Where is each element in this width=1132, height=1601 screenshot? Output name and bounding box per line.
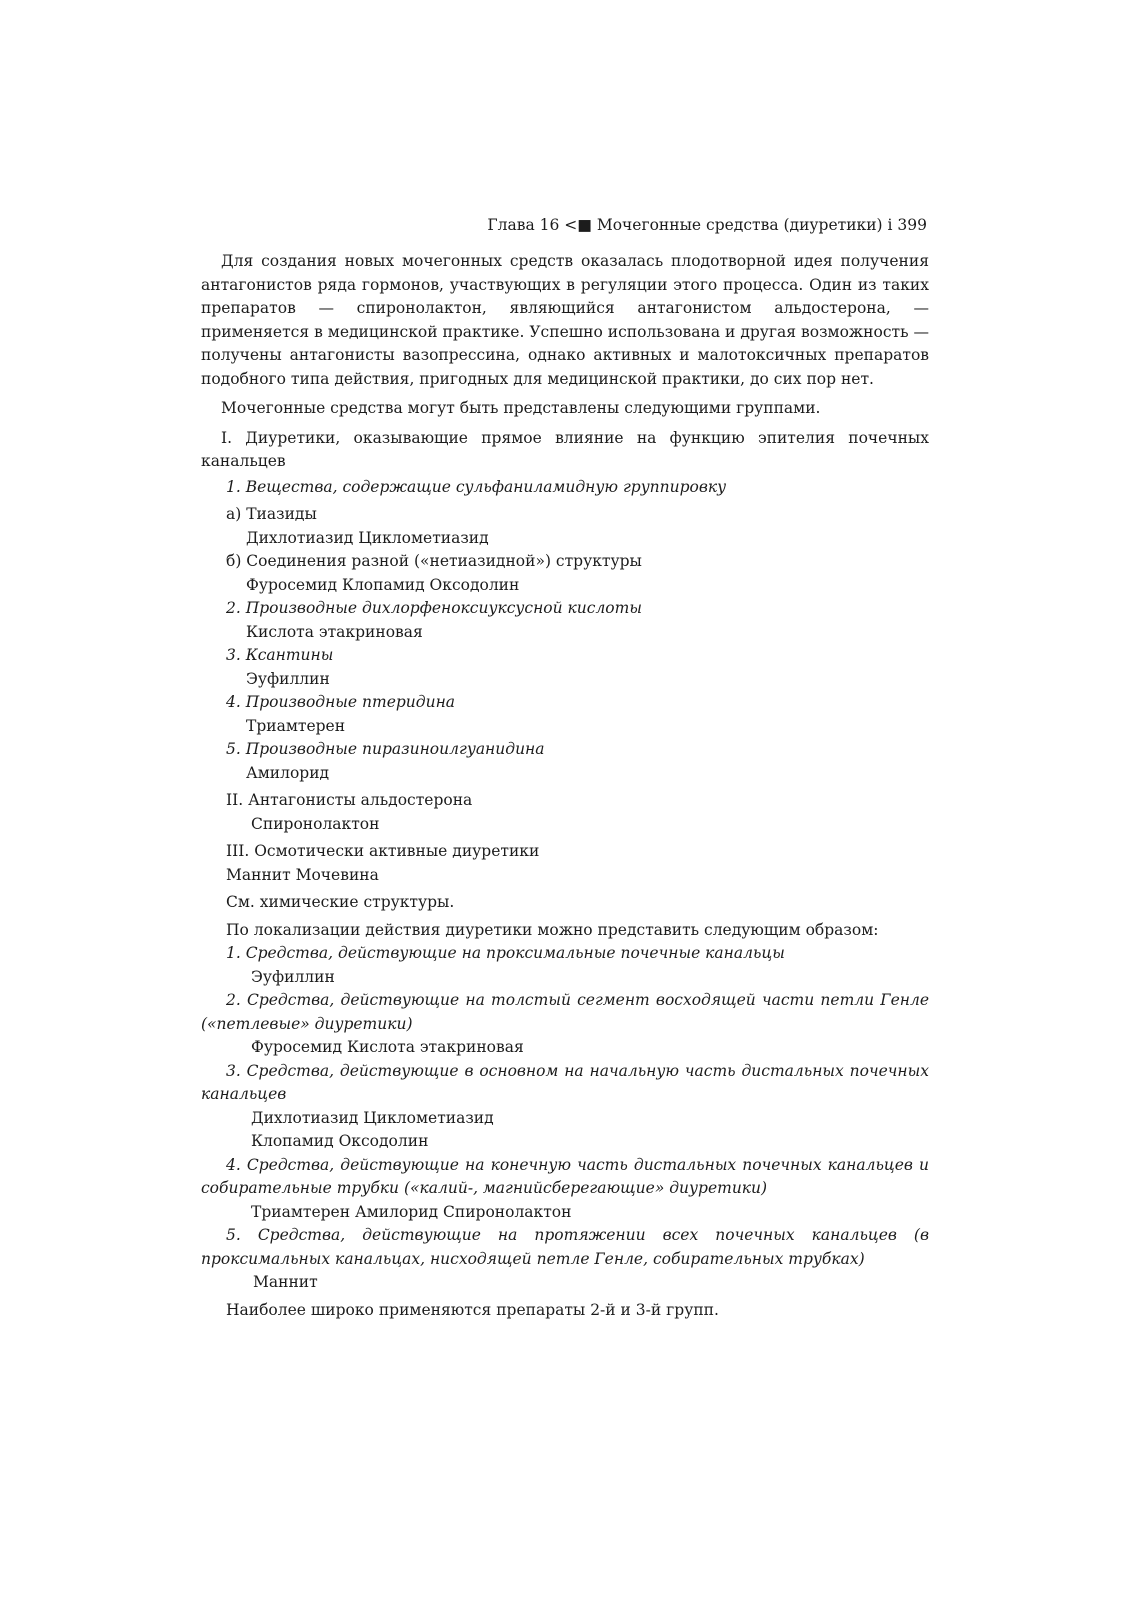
body-text	[201, 250, 929, 1322]
group-1-1a-heading: а) Тиазиды	[226, 505, 317, 523]
group-1-4-drugs: Триамтерен	[246, 716, 346, 735]
group-1-1-heading: 1. Вещества, содержащие сульфаниламидную группировку	[226, 477, 727, 496]
localization-2-drugs: Фуросемид Кислота этакриновая	[251, 1038, 524, 1056]
localization-3-drugs-2: Клопамид Оксодолин	[251, 1132, 429, 1150]
localization-1-heading: 1. Средства, действующие на проксимальные почечные канальцы	[226, 944, 785, 962]
group-1-5-heading: 5. Производные пиразиноилгуанидина	[226, 740, 545, 758]
group-1-2-heading: 2. Производные дихлорфеноксиуксусной кислоты	[226, 599, 642, 617]
group-1-3-heading: 3. Ксантины	[226, 646, 334, 664]
conclusion: Наиболее широко применяются препараты 2-й и 3-й групп.	[226, 1300, 719, 1319]
group-2-heading: II. Антагонисты альдостерона	[226, 791, 473, 809]
localization-3-drugs-1: Дихлотиазид Циклометиазид	[251, 1108, 494, 1127]
localization-2-heading: 2. Средства, действующие на толстый сегмент восходящей части петли Генле («петлевые» диуретики)	[201, 991, 929, 1033]
localization-intro: По локализации действия диуретики можно представить следующим образом:	[226, 920, 879, 939]
group-2-drugs: Спиронолактон	[251, 814, 380, 833]
group-1-5-drugs: Амилорид	[246, 763, 330, 782]
group-1-1b-drugs: Фуросемид Клопамид Оксодолин	[246, 575, 520, 594]
group-1-1a-drugs: Дихлотиазид Циклометиазид	[246, 528, 489, 547]
localization-4-drugs: Триамтерен Амилорид Спиронолактон	[251, 1202, 572, 1221]
localization-5-drugs: Маннит	[253, 1273, 318, 1291]
group-1-4-heading: 4. Производные птеридина	[226, 693, 456, 711]
group-3-heading: III. Осмотически активные диуретики	[226, 842, 540, 860]
group-1-2-drugs: Кислота этакриновая	[246, 622, 423, 641]
group-1-heading: I. Диуретики, оказывающие прямое влияние на функцию эпителия почечных канальцев	[201, 428, 929, 470]
running-header: Глава 16 <■ Мочегонные средства (диуретики) і 399	[487, 216, 927, 234]
group-3-drugs: Маннит Мочевина	[226, 865, 379, 884]
group-1-1b-heading: б) Соединения разной («нетиазидной») структуры	[226, 552, 642, 570]
group-1-3-drugs: Эуфиллин	[246, 669, 330, 688]
localization-5-heading: 5. Средства, действующие на протяжении всех почечных канальцев (в проксимальных канальцах, нисходящей петле Генле, собирательных трубках)	[201, 1226, 929, 1268]
localization-3-heading: 3. Средства, действующие в основном на начальную часть дистальных почечных канальцев	[201, 1061, 929, 1103]
see-also-note: См. химические структуры.	[226, 893, 455, 911]
localization-4-heading: 4. Средства, действующие на конечную часть дистальных почечных канальцев и собирательные трубки («калий-, магнийсберегающие» диуретики)	[201, 1155, 929, 1197]
groups-intro: Мочегонные средства могут быть представлены следующими группами.	[221, 399, 821, 417]
intro-paragraph: Для создания новых мочегонных средств оказалась плодотворной идея получения антагонистов ряда гормонов, участвующих в регуляции этого процесса. Один из таких препаратов — спиронолактон, являющийся антагонистом альдостерона, — применяется в медицинской практике. Успешно использована и другая возможность — получены антагонисты вазопрессина, однако активных и малотоксичных препаратов подобного типа действия, пригодных для медицинской практики, до сих пор нет.	[201, 252, 929, 388]
localization-1-drugs: Эуфиллин	[251, 967, 335, 986]
